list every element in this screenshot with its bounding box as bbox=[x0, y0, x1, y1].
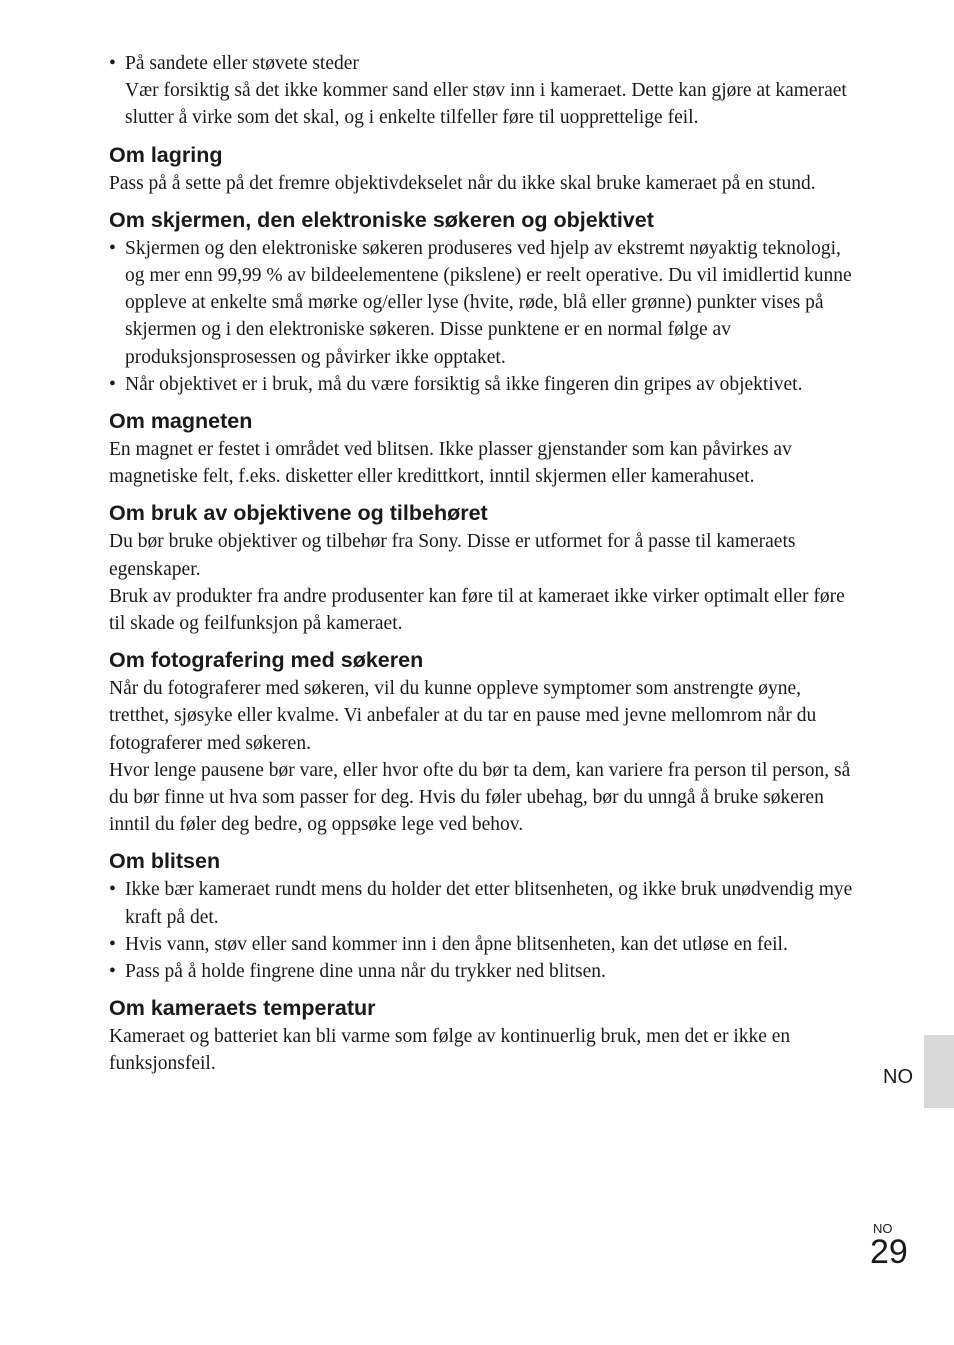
document-body bbox=[109, 50, 861, 1078]
page-language-code: NO bbox=[873, 1221, 893, 1236]
list-item-text: Hvis vann, støv eller sand kommer inn i den åpne blitsenheten, kan det utløse en feil. bbox=[125, 933, 788, 955]
list-item bbox=[109, 931, 861, 958]
paragraph-magneten: En magnet er festet i området ved blitsen. Ikke plasser gjenstander som kan påvirkes av magnetiske felt, f.eks. disketter eller kredittkort, inntil skjermen eller kamerahuset. bbox=[109, 439, 792, 488]
paragraph-sokeren-2: Hvor lenge pausene bør vare, eller hvor ofte du bør ta dem, kan variere fra person til person, så du bør finne ut hva som passer for deg. Hvis du føler ubehag, bør du unngå å bruke søkeren inntil du føler deg bedre, og oppsøke lege ved behov. bbox=[109, 759, 851, 836]
blitsen-list bbox=[109, 876, 861, 985]
side-tab-label: NO bbox=[883, 1066, 913, 1088]
list-item-text: Når objektivet er i bruk, må du være forsiktig så ikke fingeren din gripes av objektivet. bbox=[125, 373, 803, 395]
list-item bbox=[109, 235, 861, 371]
paragraph-sokeren-1: Når du fotograferer med søkeren, vil du kunne oppleve symptomer som anstrengte øyne, tretthet, sjøsyke eller kvalme. Vi anbefaler at du tar en pause med jevne mellomrom når du fotograferer med søkeren. bbox=[109, 678, 817, 754]
bullet-mark: • bbox=[109, 373, 116, 395]
intro-bullet-title: På sandete eller støvete steder bbox=[125, 53, 359, 74]
paragraph-lagring: Pass på å sette på det fremre objektivdekselet når du ikke skal bruke kameraet på en stund. bbox=[109, 172, 816, 194]
paragraph-objektivene-2: Bruk av produkter fra andre produsenter kan føre til at kameraet ikke virker optimalt eller føre til skade og feilfunksjon på kameraet. bbox=[109, 585, 845, 635]
paragraph-objektivene-1: Du bør bruke objektiver og tilbehør fra Sony. Disse er utformet for å passe til kameraets egenskaper. bbox=[109, 531, 796, 580]
heading-objektivene: Om bruk av objektivene og tilbehøret bbox=[109, 501, 488, 526]
list-item bbox=[109, 50, 861, 132]
heading-temperatur: Om kameraets temperatur bbox=[109, 996, 376, 1021]
intro-list bbox=[109, 50, 861, 132]
heading-sokeren: Om fotografering med søkeren bbox=[109, 648, 424, 673]
intro-bullet-text: Vær forsiktig så det ikke kommer sand eller støv inn i kameraet. Dette kan gjøre at kameraet slutter å virke som det skal, og i enkelte tilfeller føre til uopprettelige feil. bbox=[125, 80, 847, 129]
heading-blitsen: Om blitsen bbox=[109, 849, 221, 874]
list-item-text: Ikke bær kameraet rundt mens du holder det etter blitsenheten, og ikke bruk unødvendig mye kraft på det. bbox=[125, 879, 853, 928]
bullet-mark: • bbox=[109, 933, 116, 955]
skjermen-list bbox=[109, 235, 861, 398]
list-item-text: Pass på å holde fingrene dine unna når du trykker ned blitsen. bbox=[125, 961, 606, 983]
paragraph-temperatur: Kameraet og batteriet kan bli varme som følge av kontinuerlig bruk, men det er ikke en funksjonsfeil. bbox=[109, 1026, 791, 1075]
list-item bbox=[109, 371, 861, 398]
bullet-mark: • bbox=[109, 961, 116, 983]
bullet-mark: • bbox=[109, 53, 116, 74]
bullet-mark: • bbox=[109, 879, 116, 901]
list-item bbox=[109, 876, 861, 930]
side-tab-marker bbox=[924, 1035, 954, 1108]
heading-magneten: Om magneten bbox=[109, 409, 253, 434]
heading-skjermen: Om skjermen, den elektroniske søkeren og objektivet bbox=[109, 207, 654, 232]
page-number: 29 bbox=[870, 1233, 908, 1271]
list-item bbox=[109, 958, 861, 985]
list-item-text: Skjermen og den elektroniske søkeren produseres ved hjelp av ekstremt nøyaktig teknologi, og mer enn 99,99 % av bildeelementene (pikslene) er reelt operative. Du vil imidlertid kunne oppleve at enkelte små mørke og/eller lyse (hvite, røde, blå eller grønne) punkter vises på skjermen og i den elektroniske søkeren. Disse punktene er en normal følge av produksjonsprosessen og påvirker ikke opptaket. bbox=[125, 237, 852, 368]
bullet-mark: • bbox=[109, 237, 116, 259]
heading-lagring: Om lagring bbox=[109, 142, 223, 167]
